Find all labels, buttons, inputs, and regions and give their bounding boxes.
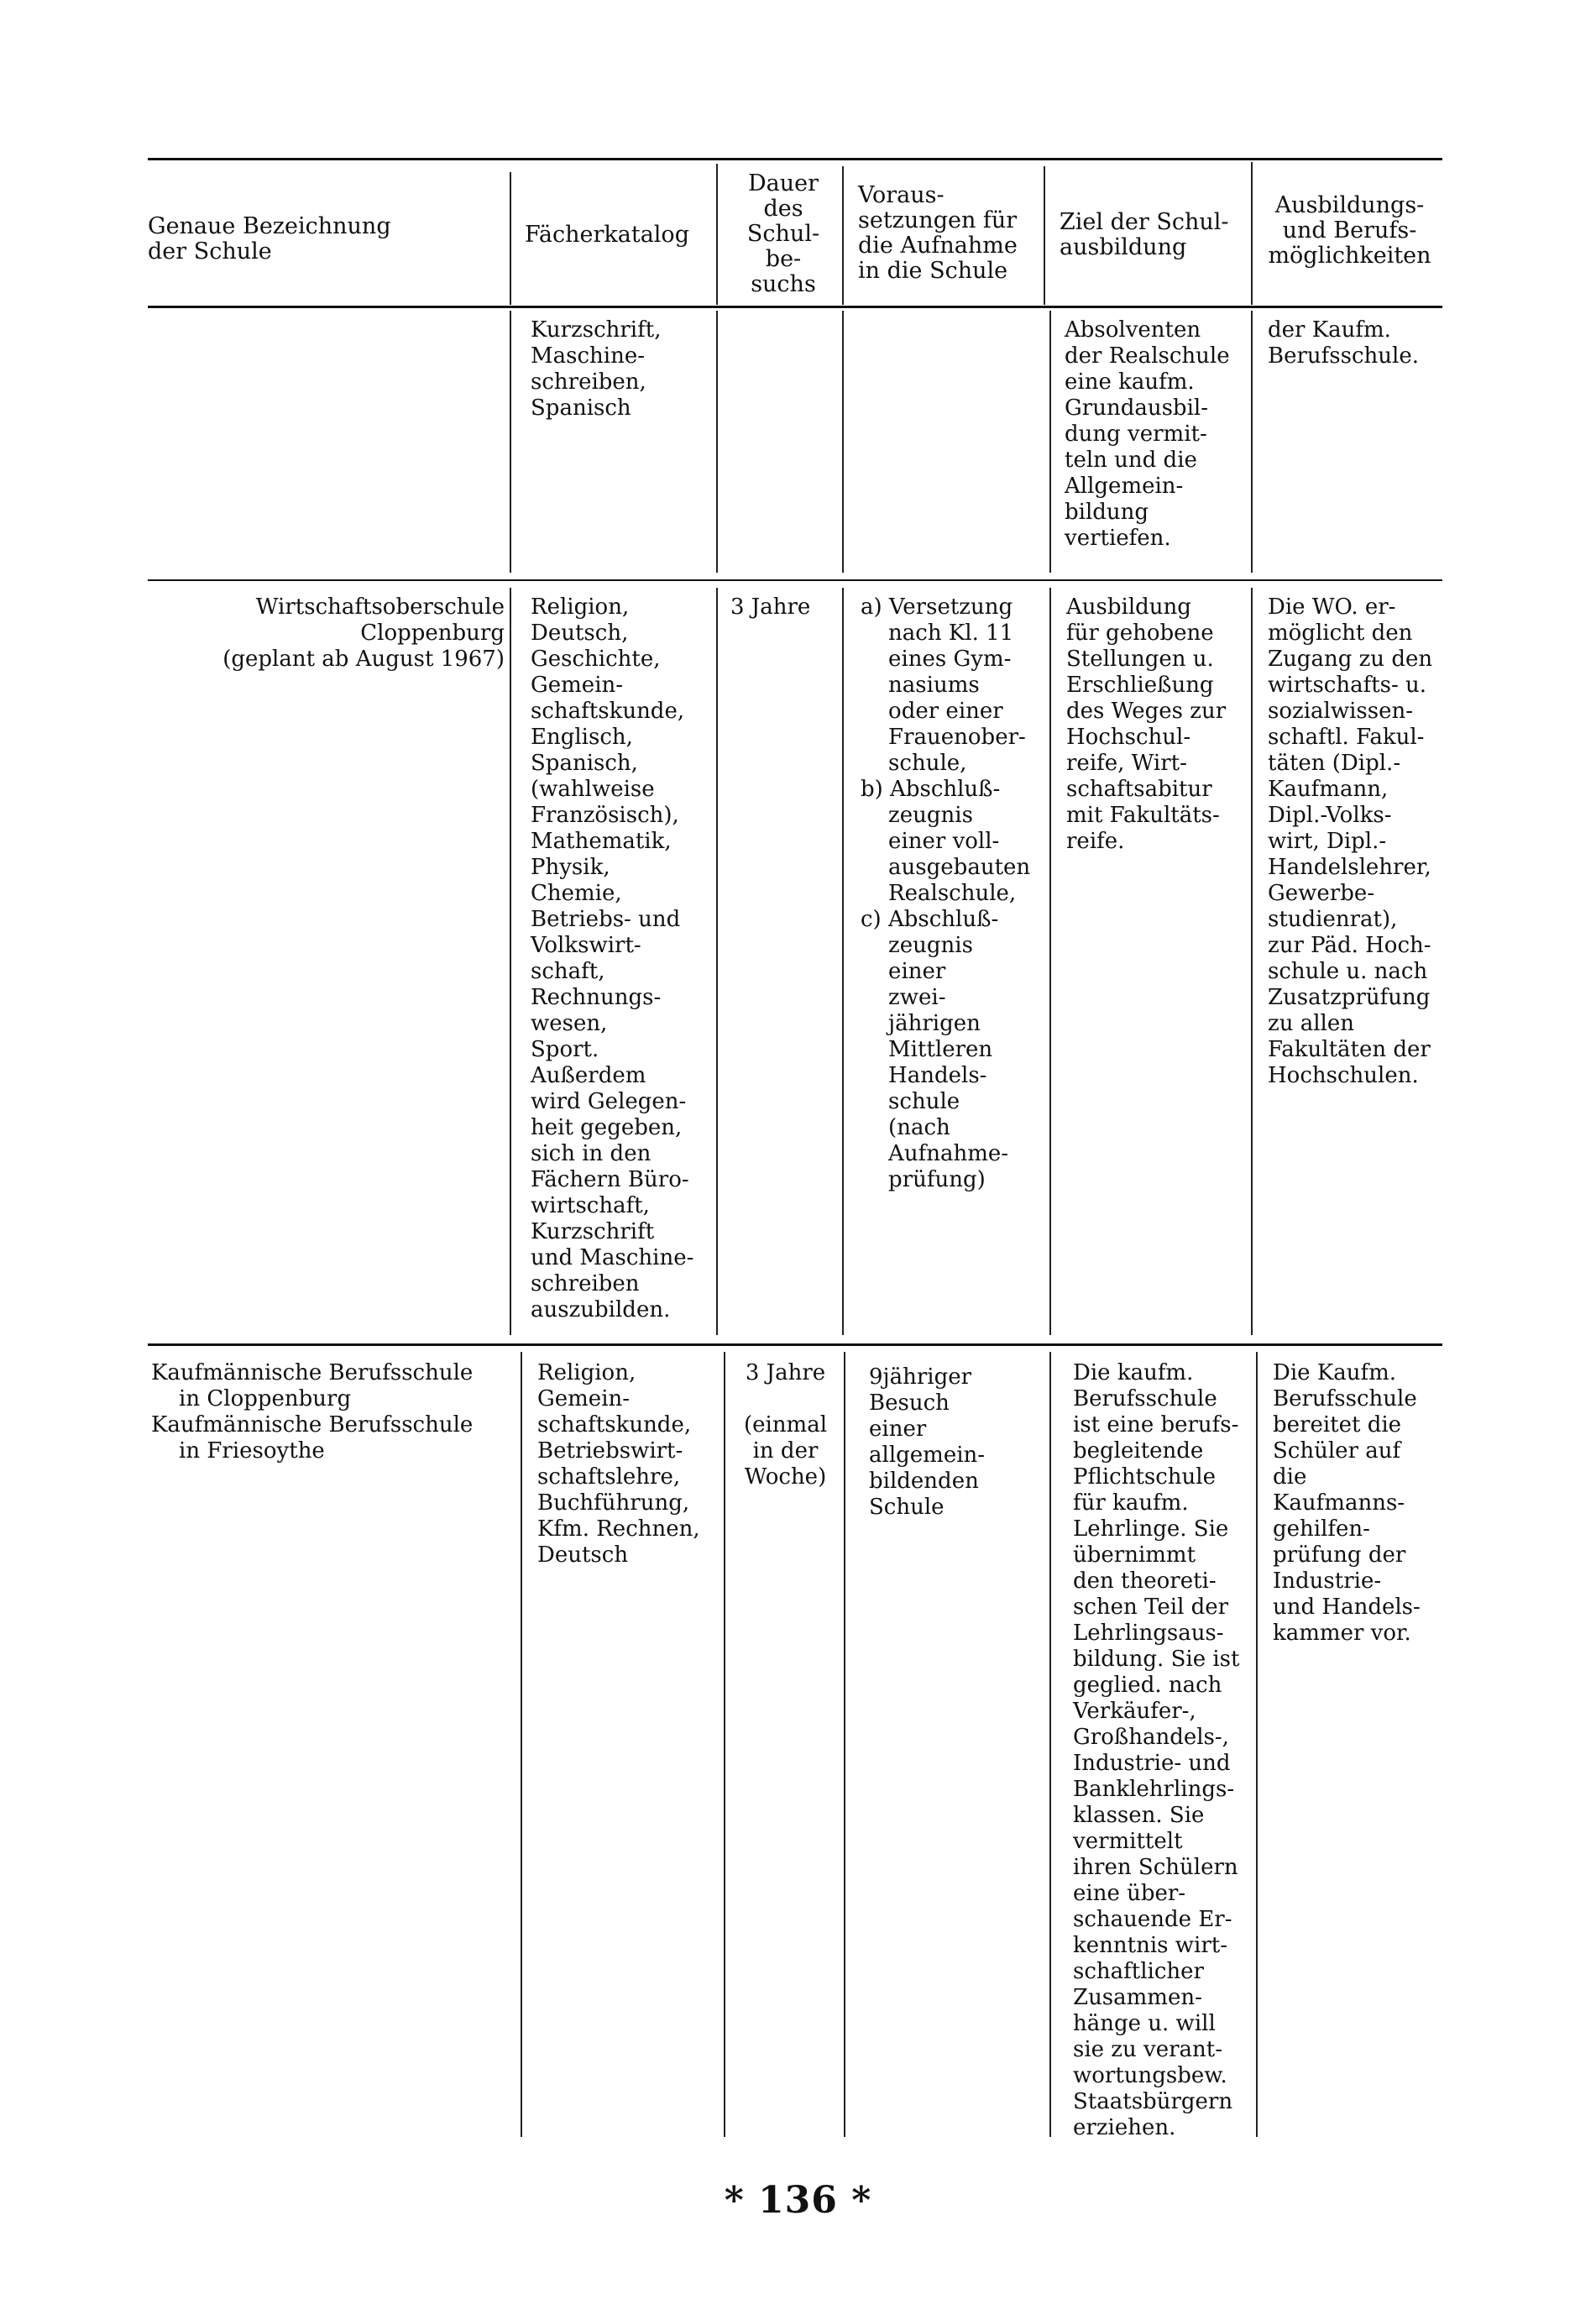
header-bottom-rule	[148, 306, 1442, 308]
table-top-rule	[148, 158, 1442, 160]
cell-subjects: Kurzschrift, Maschine- schreiben, Spanisch	[531, 317, 662, 421]
header-subjects: Fächerkatalog	[525, 222, 689, 248]
page-number: * 136 *	[724, 2179, 872, 2222]
column-divider	[842, 311, 844, 573]
column-divider	[1049, 1352, 1051, 2137]
column-divider	[510, 311, 511, 573]
row-separator-rule	[148, 1343, 1442, 1346]
column-divider	[716, 311, 718, 573]
column-divider	[716, 588, 718, 1335]
column-divider	[844, 1352, 845, 2137]
column-divider	[510, 172, 511, 305]
cell-school-name: Kaufmännische Berufsschule in Cloppenburg Kaufmännische Berufsschule in Friesoythe	[151, 1360, 474, 1464]
column-divider	[1251, 162, 1253, 305]
column-divider	[521, 1352, 522, 2137]
column-divider	[1256, 1352, 1258, 2137]
cell-duration: 3 Jahre	[730, 594, 811, 620]
header-goal: Ziel der Schul- ausbildung	[1060, 209, 1229, 260]
header-duration: Dauer des Schul- be- suchs	[746, 170, 820, 297]
header-careers: Ausbildungs- und Berufs- möglichkeiten	[1268, 192, 1431, 269]
cell-goal: Die kaufm. Berufsschule ist eine berufs- begleitende Pflichtschule für kaufm. Lehrlinge. Sie übernimmt den theoreti- schen Teil der Lehrlingsaus- bildung. Sie ist geglied. nach Verkäufer-, Großhandels-, Industrie- und Banklehrlings- klassen. Sie vermittelt ihren Schülern eine über- schauende Er- kenntnis wirt- schaftlicher Zusammen- hänge u. will sie zu verant- wortungsbew. Staatsbürgern erziehen.	[1073, 1360, 1240, 2140]
cell-goal: Absolventen der Realschule eine kaufm. Grundausbil- dung vermit- teln und die Allgemein- bildung vertiefen.	[1065, 317, 1230, 551]
cell-subjects: Religion, Deutsch, Geschichte, Gemein- schaftskunde, Englisch, Spanisch, (wahlweise Französisch), Mathematik, Physik, Chemie, Betriebs- und Volkswirt- schaft, Rechnungs- wesen, Sport. Außerdem wird Gelegen- heit gegeben, sich in den Fächern Büro- wirtschaft, Kurzschrift und Maschine- schreiben auszubilden.	[531, 594, 694, 1322]
column-divider	[1044, 166, 1045, 305]
column-divider	[510, 588, 511, 1335]
column-divider	[1251, 311, 1253, 573]
column-divider	[1049, 588, 1051, 1335]
cell-careers: Die Kaufm. Berufsschule bereitet die Schüler auf die Kaufmanns- gehilfen- prüfung der Industrie- und Handels- kammer vor.	[1273, 1360, 1421, 1646]
column-divider	[1049, 311, 1051, 573]
cell-goal: Ausbildung für gehobene Stellungen u. Erschließung des Weges zur Hochschul- reife, Wirt- schaftsabitur mit Fakultäts- reife.	[1066, 594, 1227, 854]
cell-requirements: a) Versetzung nach Kl. 11 eines Gym- nasiums oder einer Frauenober- schule, b) Abschluß- zeugnis einer voll- ausgebauten Realschule, c) Abschluß- zeugnis einer zwei- jährigen Mittleren Handels- schule (nach Aufnahme- prüfung)	[861, 594, 1031, 1192]
cell-requirements: 9jähriger Besuch einer allgemein- bildenden Schule	[869, 1364, 986, 1520]
cell-duration: 3 Jahre (einmal in der Woche)	[743, 1360, 828, 1490]
header-school-name: Genaue Bezeichnung der Schule	[148, 213, 391, 264]
column-divider	[724, 1352, 725, 2137]
header-requirements: Voraus- setzungen für die Aufnahme in die Schule	[858, 182, 1018, 284]
row-separator-rule	[148, 579, 1442, 581]
cell-careers: der Kaufm. Berufsschule.	[1268, 317, 1419, 369]
column-divider	[1251, 588, 1253, 1335]
column-divider	[716, 164, 718, 305]
cell-subjects: Religion, Gemein- schaftskunde, Betriebswirt- schaftslehre, Buchführung, Kfm. Rechnen, Deutsch	[537, 1360, 700, 1568]
column-divider	[842, 588, 844, 1335]
column-divider	[842, 166, 844, 305]
cell-school-name: Wirtschaftsoberschule Cloppenburg (geplant ab August 1967)	[222, 594, 505, 672]
cell-careers: Die WO. er- möglicht den Zugang zu den wirtschafts- u. sozialwissen- schaftl. Fakul- täten (Dipl.- Kaufmann, Dipl.-Volks- wirt, Dipl.- Handelslehrer, Gewerbe- studienrat), zur Päd. Hoch- schule u. nach Zusatzprüfung zu allen Fakultäten der Hochschulen.	[1268, 594, 1433, 1088]
